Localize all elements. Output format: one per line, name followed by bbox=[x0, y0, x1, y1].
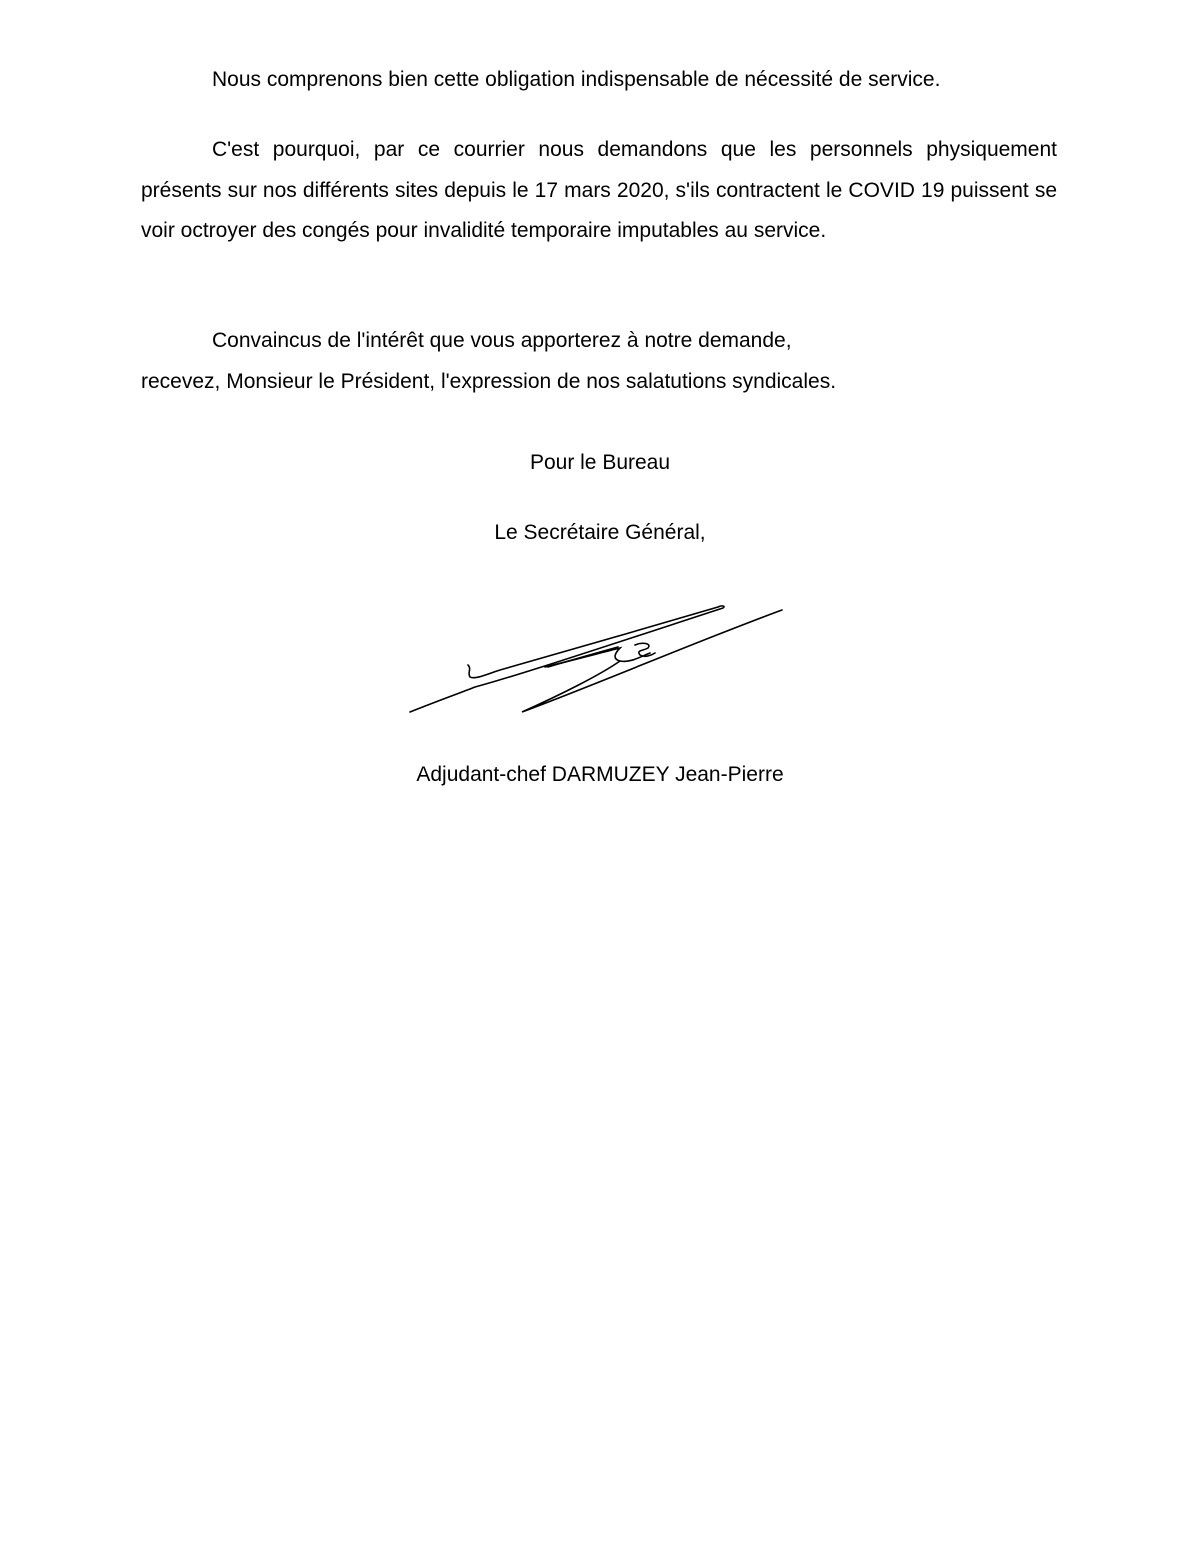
for-the-bureau: Pour le Bureau bbox=[529, 451, 671, 474]
handwritten-signature bbox=[400, 595, 800, 725]
paragraph-closing-1: Convaincus de l'intérêt que vous apporterez à notre demande, bbox=[212, 329, 792, 352]
paragraph-request: C'est pourquoi, par ce courrier nous demandons que les personnels physiquement présents sur nos différents sites depuis le 17 mars 2020, s'ils contractent le COVID 19 puissent se voir octroyer des congés pour invalidité temporaire imputables au service. bbox=[141, 138, 1057, 242]
signatory-role: Le Secrétaire Général, bbox=[494, 521, 706, 544]
paragraph-service-obligation: Nous comprenons bien cette obligation indispensable de nécessité de service. bbox=[212, 68, 941, 91]
signatory-name: Adjudant-chef DARMUZEY Jean-Pierre bbox=[416, 763, 784, 786]
paragraph-closing-2: recevez, Monsieur le Président, l'expression de nos salatutions syndicales. bbox=[141, 370, 837, 393]
